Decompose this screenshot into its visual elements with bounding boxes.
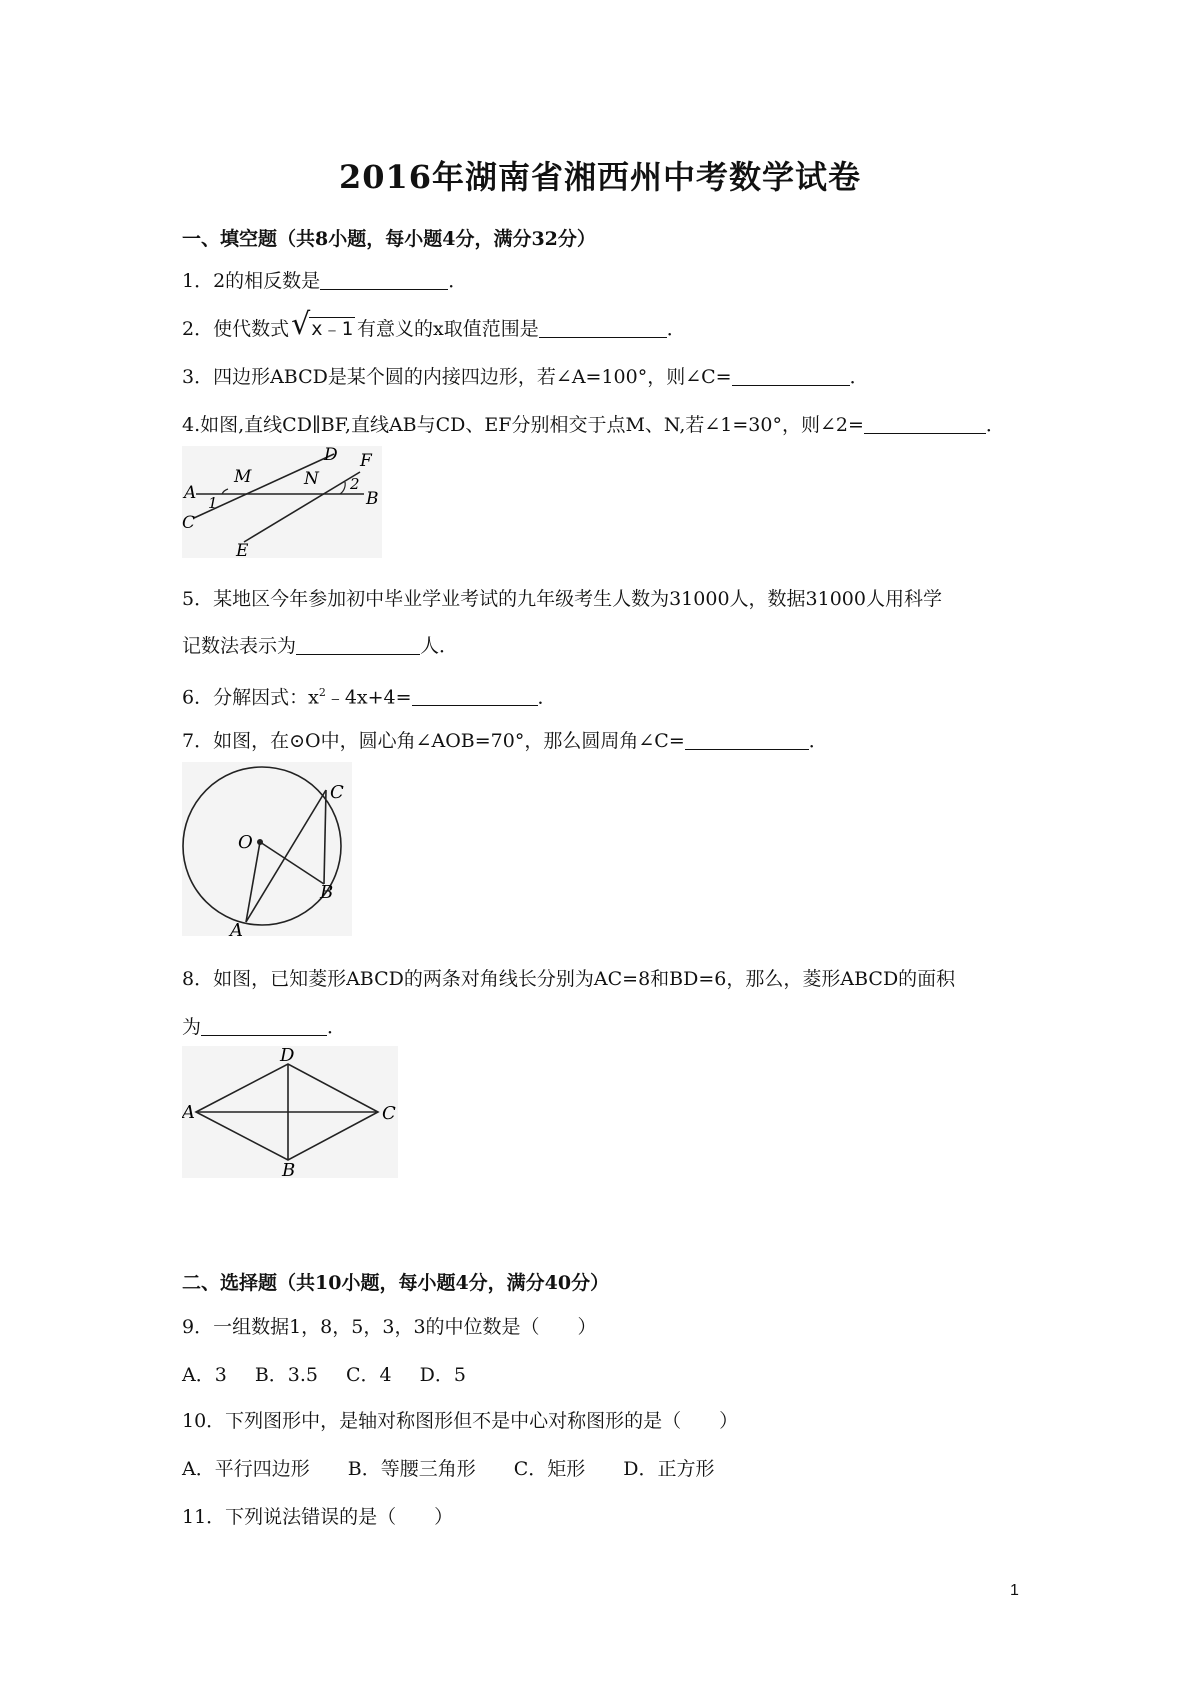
question-9: 9．一组数据1，8，5，3，3的中位数是（ ） bbox=[182, 1316, 597, 1338]
rhombus-diagram bbox=[182, 1046, 398, 1178]
question-7-text: 7．如图，在⊙O中，圆心角∠AOB=70°，那么圆周角∠C= bbox=[182, 730, 685, 752]
question-6-end: ． bbox=[537, 686, 557, 709]
label-d: D bbox=[324, 446, 338, 465]
label-n: N bbox=[304, 469, 319, 489]
label-o: O bbox=[238, 832, 253, 853]
question-8-line-1: 8．如图，已知菱形ABCD的两条对角线长分别为AC=8和BD=6，那么，菱形ABCD的面积 bbox=[182, 968, 956, 990]
label-b: B bbox=[282, 1160, 296, 1178]
option-b: B．3.5 bbox=[254, 1364, 318, 1386]
question-5-line-1: 5．某地区今年参加初中毕业学业考试的九年级考生人数为31000人，数据31000人用科学 bbox=[182, 588, 942, 610]
label-f: F bbox=[360, 451, 372, 471]
figure-circle bbox=[182, 762, 352, 940]
option-a: A．3 bbox=[182, 1364, 227, 1386]
option-c: C．4 bbox=[346, 1364, 392, 1386]
question-8-end: ． bbox=[327, 1016, 347, 1038]
section-heading-fill-blank: 一、填空题（共8小题，每小题4分，满分32分） bbox=[182, 228, 596, 250]
question-10-options bbox=[182, 1456, 742, 1482]
question-5-line-2-pre: 记数法表示为 bbox=[182, 635, 297, 657]
question-4-text: 4.如图,直线CD∥BF,直线AB与CD、EF分别相交于点M、N,若∠1=30°，则∠2= bbox=[182, 414, 864, 436]
radical-sign-icon: √ bbox=[291, 307, 311, 342]
question-1-text: 1．2的相反数是 bbox=[182, 270, 321, 292]
question-4-end: ． bbox=[985, 414, 1005, 436]
figure-parallel-lines bbox=[182, 446, 382, 562]
label-angle-2: 2 bbox=[350, 475, 360, 493]
page-number: 1 bbox=[1010, 1582, 1019, 1599]
question-8-line-2-pre: 为 bbox=[182, 1016, 202, 1038]
question-2-pre: 2．使代数式 bbox=[182, 318, 290, 340]
label-e: E bbox=[236, 541, 249, 558]
radicand: x﹣1 bbox=[311, 318, 353, 340]
answer-blank bbox=[732, 365, 850, 386]
question-6-pre: 6．分解因式：x bbox=[182, 686, 319, 709]
question-3-end: ． bbox=[849, 366, 869, 388]
question-11: 11．下列说法错误的是（ ） bbox=[182, 1506, 454, 1528]
question-3-text: 3．四边形ABCD是某个圆的内接四边形，若∠A=100°，则∠C= bbox=[182, 366, 732, 388]
question-4 bbox=[182, 412, 1005, 438]
answer-blank bbox=[864, 413, 986, 434]
label-c: C bbox=[330, 782, 344, 803]
question-2-post: 有意义的x取值范围是 bbox=[356, 318, 539, 340]
figure-rhombus bbox=[182, 1046, 398, 1182]
option-d: D．5 bbox=[419, 1364, 466, 1386]
question-10: 10．下列图形中，是轴对称图形但不是中心对称图形的是（ ） bbox=[182, 1410, 739, 1432]
question-6 bbox=[182, 680, 557, 710]
parallel-lines-diagram bbox=[182, 446, 382, 558]
question-3 bbox=[182, 364, 869, 390]
option-b: B．等腰三角形 bbox=[347, 1458, 476, 1480]
answer-blank bbox=[320, 269, 448, 290]
question-9-options bbox=[182, 1362, 494, 1388]
label-b: B bbox=[366, 489, 379, 509]
answer-blank bbox=[412, 685, 538, 706]
label-a: A bbox=[230, 920, 243, 936]
answer-blank bbox=[296, 634, 420, 655]
circle-diagram bbox=[182, 762, 352, 936]
label-m: M bbox=[234, 467, 252, 487]
label-b: B bbox=[320, 882, 334, 903]
question-5-line-2 bbox=[182, 633, 458, 659]
page-title: 2016年湖南省湘西州中考数学试卷 bbox=[338, 158, 862, 196]
answer-blank bbox=[539, 317, 667, 338]
label-c: C bbox=[382, 1103, 396, 1124]
answer-blank bbox=[685, 729, 809, 750]
question-6-post: ﹣4x+4= bbox=[325, 686, 412, 709]
question-1 bbox=[182, 268, 467, 294]
section-heading-multiple-choice: 二、选择题（共10小题，每小题4分，满分40分） bbox=[182, 1272, 610, 1294]
question-1-end: ． bbox=[448, 270, 468, 292]
label-a: A bbox=[182, 1102, 195, 1123]
label-c: C bbox=[182, 513, 196, 533]
option-d: D．正方形 bbox=[623, 1458, 715, 1480]
label-a: A bbox=[184, 483, 197, 503]
label-d: D bbox=[280, 1046, 295, 1066]
square-root-expression bbox=[291, 307, 355, 342]
option-a: A．平行四边形 bbox=[182, 1458, 310, 1480]
question-5-line-2-post: 人． bbox=[420, 635, 459, 657]
question-2-end: ． bbox=[666, 318, 686, 340]
label-angle-1: 1 bbox=[208, 494, 218, 512]
question-2 bbox=[182, 307, 686, 342]
question-7-end: ． bbox=[808, 730, 828, 752]
answer-blank bbox=[201, 1015, 327, 1036]
exponent: 2 bbox=[318, 686, 326, 699]
question-8-line-2 bbox=[182, 1014, 346, 1040]
question-7 bbox=[182, 728, 828, 754]
option-c: C．矩形 bbox=[513, 1458, 586, 1480]
